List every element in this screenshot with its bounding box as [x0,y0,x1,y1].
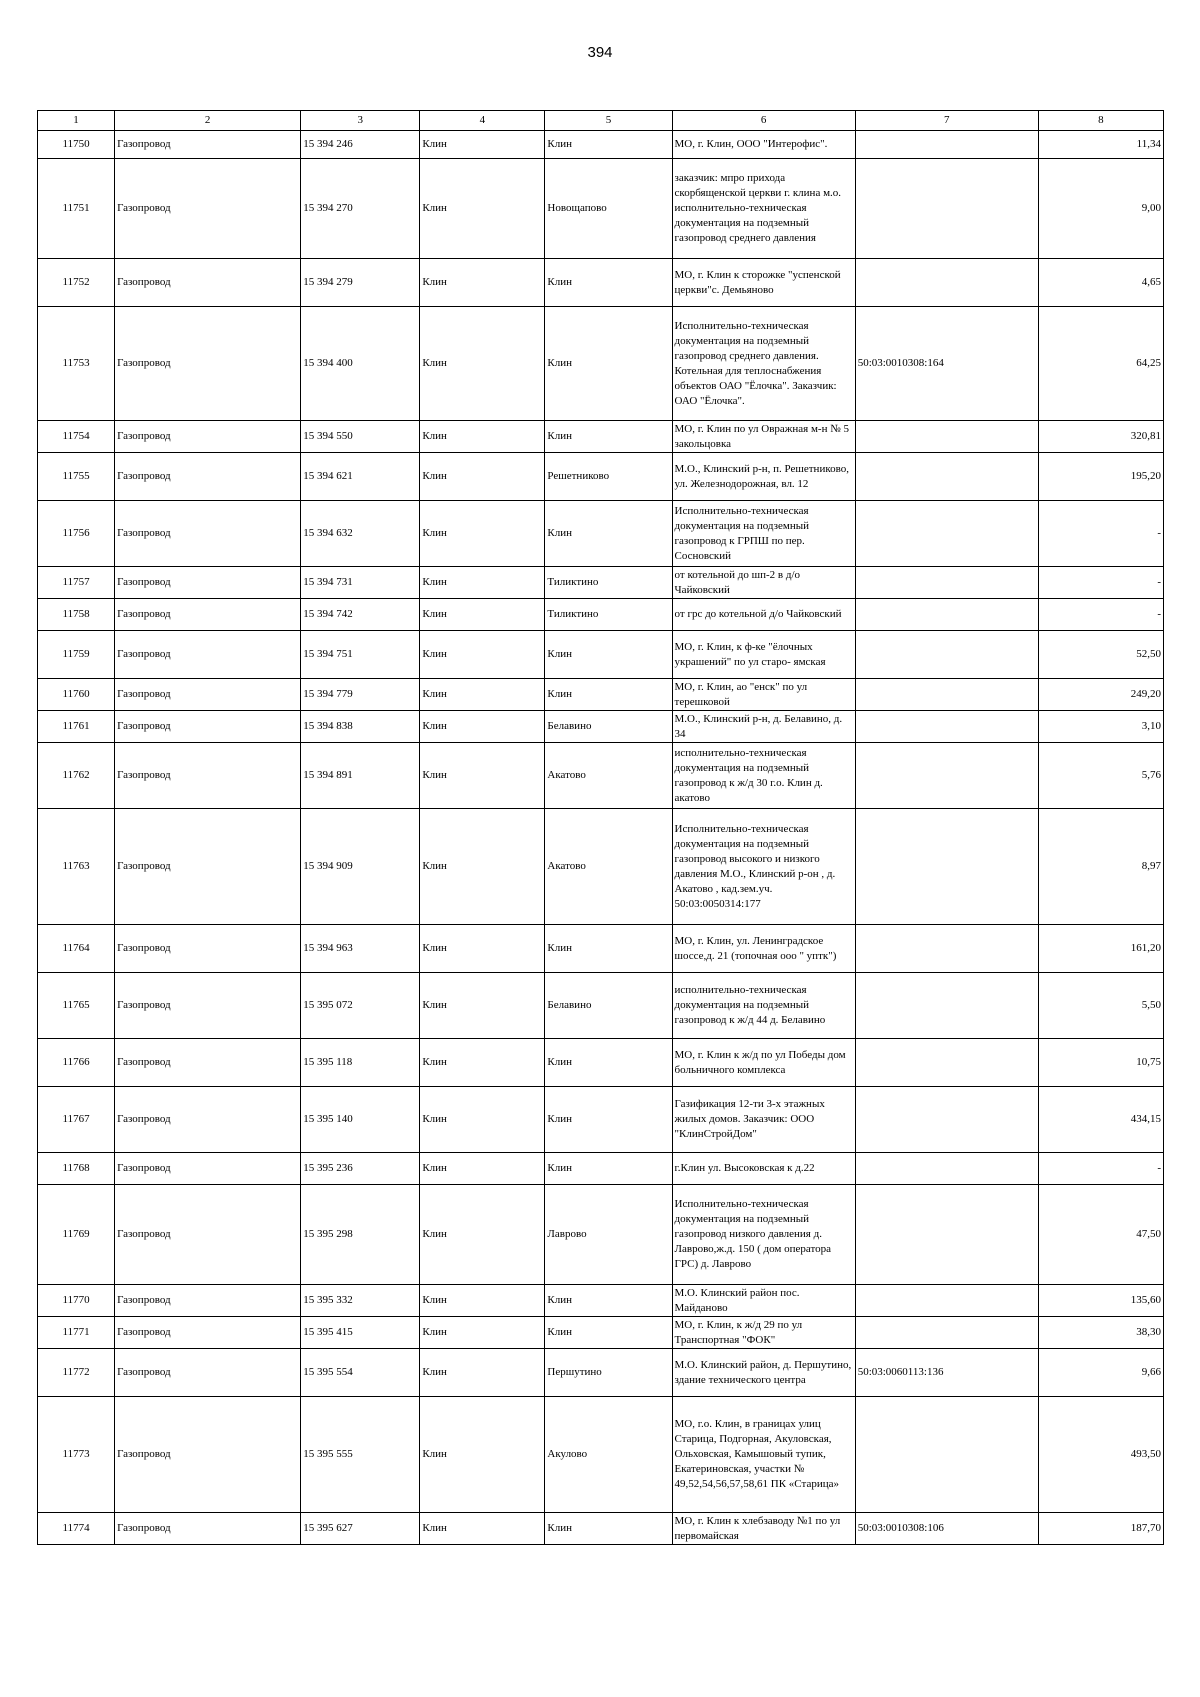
cell-number: 11756 [38,501,115,567]
cell-object-type: Газопровод [115,711,301,743]
table-row [38,307,1164,421]
cell-object-type: Газопровод [115,567,301,599]
cell-locality: Клин [545,1087,672,1153]
cell-cadastral-number [855,631,1038,679]
table-row [38,809,1164,925]
table-row [38,711,1164,743]
cell-code: 15 395 332 [301,1285,420,1317]
table-row [38,679,1164,711]
cell-length: 493,50 [1038,1397,1163,1513]
cell-number: 11765 [38,973,115,1039]
cell-length: 3,10 [1038,711,1163,743]
cell-number: 11760 [38,679,115,711]
cell-code: 15 394 731 [301,567,420,599]
cell-locality: Решетниково [545,453,672,501]
cell-code: 15 394 751 [301,631,420,679]
cell-cadastral-number [855,1087,1038,1153]
cell-district: Клин [420,421,545,453]
cell-district: Клин [420,1039,545,1087]
cell-number: 11757 [38,567,115,599]
cell-district: Клин [420,131,545,159]
table-row [38,159,1164,259]
cell-code: 15 395 555 [301,1397,420,1513]
cell-cadastral-number [855,743,1038,809]
cell-cadastral-number [855,131,1038,159]
cell-cadastral-number [855,1185,1038,1285]
cell-locality: Клин [545,1039,672,1087]
cell-district: Клин [420,1285,545,1317]
column-header: 4 [420,111,545,131]
cell-district: Клин [420,679,545,711]
cell-code: 15 394 279 [301,259,420,307]
cell-locality: Клин [545,925,672,973]
cell-locality: Клин [545,307,672,421]
cell-number: 11771 [38,1317,115,1349]
cell-locality: Акатово [545,809,672,925]
cell-address: заказчик: мпро прихода скорбященской церкви г. клина м.о. исполнительно-техническая документация на подземный газопровод среднего давления [672,159,855,259]
cell-code: 15 394 779 [301,679,420,711]
cell-number: 11763 [38,809,115,925]
cell-number: 11755 [38,453,115,501]
cell-object-type: Газопровод [115,159,301,259]
cell-district: Клин [420,743,545,809]
cell-cadastral-number [855,1039,1038,1087]
cell-address: Исполнительно-техническая документация на подземный газопровод среднего давления. Котельная для теплоснабжения объектов ОАО "Ёлочка". Заказчик: ОАО "Ёлочка". [672,307,855,421]
column-header: 8 [1038,111,1163,131]
cell-length: 161,20 [1038,925,1163,973]
column-header: 6 [672,111,855,131]
cell-length: - [1038,599,1163,631]
cell-object-type: Газопровод [115,501,301,567]
cell-number: 11754 [38,421,115,453]
cell-district: Клин [420,259,545,307]
column-header: 5 [545,111,672,131]
cell-address: от грс до котельной д/о Чайковский [672,599,855,631]
cell-district: Клин [420,1349,545,1397]
cell-length: 47,50 [1038,1185,1163,1285]
cell-district: Клин [420,1153,545,1185]
cell-district: Клин [420,307,545,421]
cell-cadastral-number: 50:03:0060113:136 [855,1349,1038,1397]
cell-object-type: Газопровод [115,1087,301,1153]
cell-address: Исполнительно-техническая документация на подземный газопровод высокого и низкого давления М.О., Клинский р-он , д. Акатово , кад.зем.уч. 50:03:0050314:177 [672,809,855,925]
cell-object-type: Газопровод [115,1397,301,1513]
cell-number: 11768 [38,1153,115,1185]
cell-address: МО, г. Клин по ул Овражная м-н № 5 закольцовка [672,421,855,453]
cell-length: 5,76 [1038,743,1163,809]
cell-number: 11770 [38,1285,115,1317]
cell-object-type: Газопровод [115,809,301,925]
cell-cadastral-number [855,973,1038,1039]
cell-address: МО, г. Клин, к ж/д 29 по ул Транспортная "ФОК" [672,1317,855,1349]
cell-locality: Лаврово [545,1185,672,1285]
cell-district: Клин [420,453,545,501]
cell-locality: Клин [545,421,672,453]
cell-address: МО, г. Клин к хлебзаводу №1 по ул первомайская [672,1513,855,1545]
cell-cadastral-number [855,567,1038,599]
column-header: 2 [115,111,301,131]
cell-address: М.О., Клинский р-н, п. Решетниково, ул. Железнодорожная, вл. 12 [672,453,855,501]
table-row [38,1153,1164,1185]
cell-cadastral-number: 50:03:0010308:164 [855,307,1038,421]
cell-address: М.О. Клинский район пос. Майданово [672,1285,855,1317]
cell-cadastral-number [855,1285,1038,1317]
cell-code: 15 394 963 [301,925,420,973]
cell-object-type: Газопровод [115,1317,301,1349]
gas-pipeline-registry-table [37,110,1164,1545]
cell-length: 10,75 [1038,1039,1163,1087]
cell-code: 15 395 415 [301,1317,420,1349]
cell-cadastral-number [855,421,1038,453]
cell-address: М.О., Клинский р-н, д. Белавино, д. 34 [672,711,855,743]
cell-locality: Клин [545,1153,672,1185]
cell-district: Клин [420,925,545,973]
table-row [38,453,1164,501]
cell-number: 11774 [38,1513,115,1545]
table-row [38,1185,1164,1285]
cell-object-type: Газопровод [115,1349,301,1397]
cell-district: Клин [420,1397,545,1513]
cell-length: - [1038,501,1163,567]
table-row [38,1039,1164,1087]
cell-address: МО, г. Клин, ао "енск" по ул терешковой [672,679,855,711]
cell-locality: Клин [545,1285,672,1317]
cell-address: М.О. Клинский район, д. Першутино, здание технического центра [672,1349,855,1397]
column-number-row [38,111,1164,131]
table-row [38,567,1164,599]
cell-length: 9,00 [1038,159,1163,259]
cell-object-type: Газопровод [115,1185,301,1285]
cell-locality: Першутино [545,1349,672,1397]
cell-object-type: Газопровод [115,925,301,973]
cell-code: 15 394 400 [301,307,420,421]
cell-length: 64,25 [1038,307,1163,421]
cell-number: 11762 [38,743,115,809]
cell-locality: Клин [545,259,672,307]
cell-locality: Новощапово [545,159,672,259]
cell-address: от котельной до шп-2 в д/о Чайковский [672,567,855,599]
table-row [38,599,1164,631]
cell-address: МО, г. Клин к сторожке "успенской церкви"с. Демьяново [672,259,855,307]
cell-code: 15 395 554 [301,1349,420,1397]
cell-object-type: Газопровод [115,1153,301,1185]
cell-locality: Клин [545,631,672,679]
cell-number: 11764 [38,925,115,973]
cell-object-type: Газопровод [115,679,301,711]
cell-locality: Клин [545,1513,672,1545]
cell-number: 11773 [38,1397,115,1513]
cell-address: г.Клин ул. Высоковская к д.22 [672,1153,855,1185]
cell-length: 249,20 [1038,679,1163,711]
table-row [38,1317,1164,1349]
cell-address: МО, г. Клин к ж/д по ул Победы дом больничного комплекса [672,1039,855,1087]
cell-address: Исполнительно-техническая документация на подземный газопровод к ГРПШ по пер. Сосновский [672,501,855,567]
table-row [38,1087,1164,1153]
cell-cadastral-number [855,1153,1038,1185]
cell-district: Клин [420,501,545,567]
cell-address: Газификация 12-ти 3-х этажных жилых домов. Заказчик: ООО "КлинСтройДом" [672,1087,855,1153]
cell-code: 15 394 891 [301,743,420,809]
cell-length: 52,50 [1038,631,1163,679]
cell-number: 11767 [38,1087,115,1153]
cell-number: 11761 [38,711,115,743]
cell-locality: Белавино [545,711,672,743]
cell-length: 434,15 [1038,1087,1163,1153]
cell-code: 15 394 550 [301,421,420,453]
cell-object-type: Газопровод [115,631,301,679]
page-number: 394 [587,44,613,61]
cell-code: 15 395 140 [301,1087,420,1153]
cell-code: 15 395 118 [301,1039,420,1087]
cell-object-type: Газопровод [115,1285,301,1317]
table-row [38,1285,1164,1317]
cell-length: 320,81 [1038,421,1163,453]
cell-cadastral-number [855,259,1038,307]
cell-locality: Тиликтино [545,599,672,631]
cell-district: Клин [420,631,545,679]
cell-address: МО, г. Клин, ул. Ленинградское шоссе,д. 21 (топочная ооо " уптк") [672,925,855,973]
cell-number: 11753 [38,307,115,421]
table-row [38,973,1164,1039]
table-row [38,743,1164,809]
table-row [38,1397,1164,1513]
cell-code: 15 395 298 [301,1185,420,1285]
table-row [38,131,1164,159]
cell-locality: Клин [545,1317,672,1349]
cell-object-type: Газопровод [115,599,301,631]
cell-code: 15 395 236 [301,1153,420,1185]
cell-length: 195,20 [1038,453,1163,501]
table-row [38,1349,1164,1397]
column-header: 3 [301,111,420,131]
cell-code: 15 395 627 [301,1513,420,1545]
cell-code: 15 394 838 [301,711,420,743]
cell-cadastral-number [855,809,1038,925]
cell-cadastral-number: 50:03:0010308:106 [855,1513,1038,1545]
cell-number: 11769 [38,1185,115,1285]
cell-object-type: Газопровод [115,1039,301,1087]
cell-length: 8,97 [1038,809,1163,925]
cell-district: Клин [420,1087,545,1153]
cell-length: 4,65 [1038,259,1163,307]
table-row [38,421,1164,453]
cell-code: 15 394 909 [301,809,420,925]
cell-cadastral-number [855,159,1038,259]
cell-locality: Клин [545,501,672,567]
cell-locality: Клин [545,679,672,711]
cell-cadastral-number [855,453,1038,501]
cell-number: 11772 [38,1349,115,1397]
cell-district: Клин [420,159,545,259]
cell-number: 11759 [38,631,115,679]
cell-district: Клин [420,567,545,599]
cell-number: 11751 [38,159,115,259]
cell-number: 11766 [38,1039,115,1087]
cell-cadastral-number [855,1317,1038,1349]
cell-code: 15 394 621 [301,453,420,501]
cell-number: 11752 [38,259,115,307]
cell-object-type: Газопровод [115,259,301,307]
cell-cadastral-number [855,711,1038,743]
cell-number: 11758 [38,599,115,631]
cell-address: исполнительно-техническая документация на подземный газопровод к ж/д 44 д. Белавино [672,973,855,1039]
cell-locality: Акатово [545,743,672,809]
cell-cadastral-number [855,925,1038,973]
cell-cadastral-number [855,501,1038,567]
cell-code: 15 394 246 [301,131,420,159]
cell-length: 11,34 [1038,131,1163,159]
cell-cadastral-number [855,599,1038,631]
cell-code: 15 394 270 [301,159,420,259]
column-header: 1 [38,111,115,131]
cell-district: Клин [420,1317,545,1349]
cell-length: 9,66 [1038,1349,1163,1397]
cell-length: 135,60 [1038,1285,1163,1317]
cell-address: Исполнительно-техническая документация на подземный газопровод низкого давления д. Лаврово,ж.д. 150 ( дом оператора ГРС) д. Лаврово [672,1185,855,1285]
cell-district: Клин [420,1513,545,1545]
cell-length: 5,50 [1038,973,1163,1039]
cell-object-type: Газопровод [115,131,301,159]
cell-code: 15 394 632 [301,501,420,567]
table-row [38,1513,1164,1545]
cell-cadastral-number [855,1397,1038,1513]
cell-locality: Акулово [545,1397,672,1513]
table-row [38,259,1164,307]
cell-object-type: Газопровод [115,421,301,453]
cell-length: - [1038,1153,1163,1185]
cell-code: 15 394 742 [301,599,420,631]
cell-length: 38,30 [1038,1317,1163,1349]
cell-address: МО, г. Клин, ООО "Интерофис". [672,131,855,159]
cell-district: Клин [420,973,545,1039]
cell-address: МО, г. Клин, к ф-ке "ёлочных украшений" по ул старо- ямская [672,631,855,679]
cell-number: 11750 [38,131,115,159]
cell-object-type: Газопровод [115,453,301,501]
cell-district: Клин [420,599,545,631]
cell-district: Клин [420,711,545,743]
cell-locality: Тиликтино [545,567,672,599]
cell-cadastral-number [855,679,1038,711]
cell-district: Клин [420,809,545,925]
cell-address: МО, г.о. Клин, в границах улиц Старица, Подгорная, Акуловская, Ольховская, Камышовый тупик, Екатериновская, участки № 49,52,54,56,57,58,61 ПК «Старица» [672,1397,855,1513]
cell-object-type: Газопровод [115,743,301,809]
table-row [38,501,1164,567]
cell-locality: Белавино [545,973,672,1039]
cell-object-type: Газопровод [115,1513,301,1545]
table-row [38,925,1164,973]
cell-code: 15 395 072 [301,973,420,1039]
cell-length: - [1038,567,1163,599]
cell-district: Клин [420,1185,545,1285]
cell-locality: Клин [545,131,672,159]
table-row [38,631,1164,679]
column-header: 7 [855,111,1038,131]
cell-length: 187,70 [1038,1513,1163,1545]
cell-address: исполнительно-техническая документация на подземный газопровод к ж/д 30 г.о. Клин д. акатово [672,743,855,809]
cell-object-type: Газопровод [115,973,301,1039]
cell-object-type: Газопровод [115,307,301,421]
